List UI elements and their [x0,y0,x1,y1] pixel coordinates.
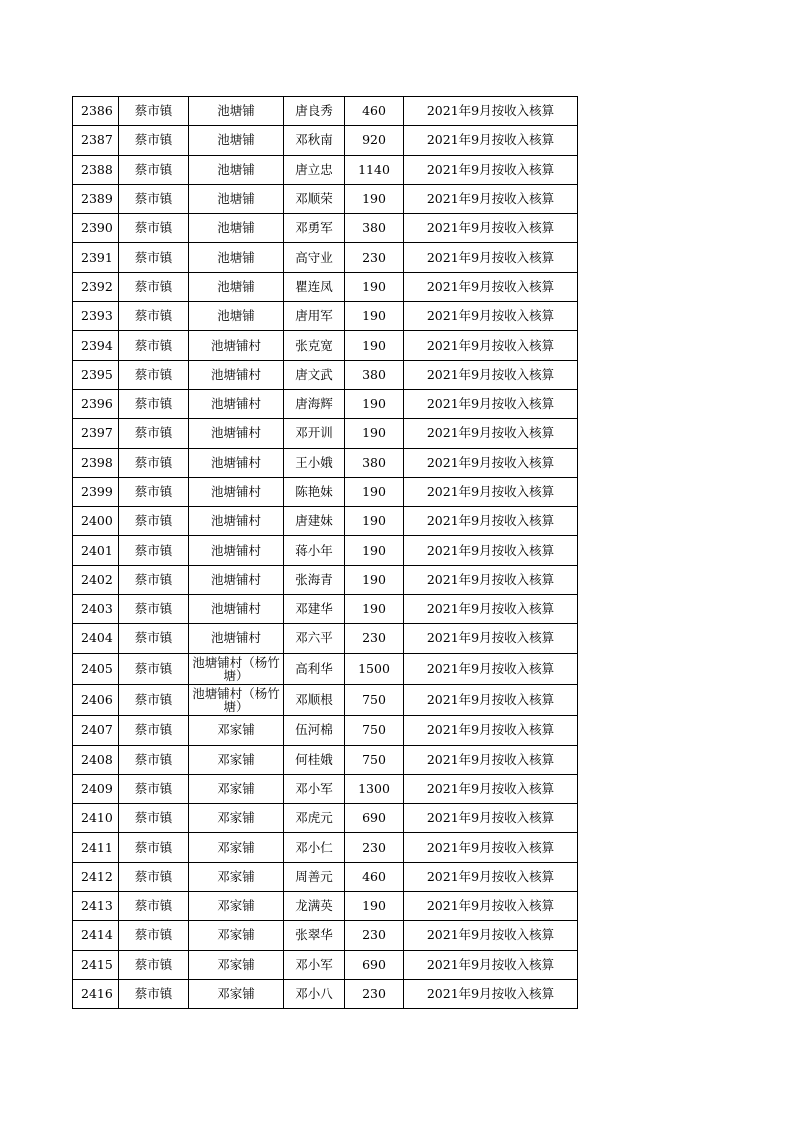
amount-cell: 750 [345,745,404,774]
town-cell: 蔡市镇 [119,716,189,745]
village-cell: 池塘铺村 [189,448,284,477]
name-cell: 邓六平 [284,624,345,653]
row-number-cell: 2400 [73,507,119,536]
table-row [73,419,578,448]
note-cell: 2021年9月按收入核算 [404,745,578,774]
name-cell: 唐海辉 [284,389,345,418]
amount-cell: 380 [345,448,404,477]
table-row [73,950,578,979]
table-row [73,716,578,745]
note-cell: 2021年9月按收入核算 [404,448,578,477]
table-row [73,272,578,301]
row-number-cell: 2391 [73,243,119,272]
village-cell: 池塘铺 [189,97,284,126]
village-cell: 池塘铺 [189,184,284,213]
amount-cell: 190 [345,272,404,301]
note-cell: 2021年9月按收入核算 [404,536,578,565]
amount-cell: 190 [345,419,404,448]
town-cell: 蔡市镇 [119,272,189,301]
note-cell: 2021年9月按收入核算 [404,921,578,950]
town-cell: 蔡市镇 [119,360,189,389]
table-row [73,536,578,565]
village-cell: 池塘铺村 [189,624,284,653]
table-row [73,833,578,862]
row-number-cell: 2406 [73,684,119,715]
row-number-cell: 2415 [73,950,119,979]
amount-cell: 1140 [345,155,404,184]
table-row [73,745,578,774]
village-cell: 池塘铺村 [189,331,284,360]
village-cell: 邓家铺 [189,950,284,979]
village-cell: 池塘铺 [189,272,284,301]
amount-cell: 1500 [345,653,404,684]
village-cell: 池塘铺村 [189,389,284,418]
village-cell: 池塘铺村 [189,595,284,624]
amount-cell: 190 [345,595,404,624]
table-row [73,477,578,506]
village-cell: 池塘铺 [189,155,284,184]
village-cell: 池塘铺村 [189,477,284,506]
town-cell: 蔡市镇 [119,126,189,155]
amount-cell: 190 [345,892,404,921]
amount-cell: 190 [345,536,404,565]
name-cell: 高守业 [284,243,345,272]
note-cell: 2021年9月按收入核算 [404,331,578,360]
name-cell: 瞿连凤 [284,272,345,301]
town-cell: 蔡市镇 [119,979,189,1008]
name-cell: 邓虎元 [284,804,345,833]
row-number-cell: 2414 [73,921,119,950]
amount-cell: 230 [345,921,404,950]
note-cell: 2021年9月按收入核算 [404,155,578,184]
table-row [73,302,578,331]
table-row [73,155,578,184]
amount-cell: 1300 [345,774,404,803]
amount-cell: 190 [345,565,404,594]
table-row [73,243,578,272]
amount-cell: 690 [345,804,404,833]
name-cell: 邓小仁 [284,833,345,862]
village-cell: 池塘铺村 [189,360,284,389]
amount-cell: 230 [345,624,404,653]
table-row [73,979,578,1008]
amount-cell: 690 [345,950,404,979]
village-cell: 邓家铺 [189,892,284,921]
table-row [73,331,578,360]
name-cell: 张克宽 [284,331,345,360]
row-number-cell: 2402 [73,565,119,594]
table-row [73,507,578,536]
name-cell: 陈艳妹 [284,477,345,506]
town-cell: 蔡市镇 [119,804,189,833]
name-cell: 何桂娥 [284,745,345,774]
name-cell: 唐立忠 [284,155,345,184]
note-cell: 2021年9月按收入核算 [404,892,578,921]
amount-cell: 190 [345,389,404,418]
table-row [73,97,578,126]
note-cell: 2021年9月按收入核算 [404,565,578,594]
amount-cell: 920 [345,126,404,155]
table-row [73,892,578,921]
table-row [73,804,578,833]
town-cell: 蔡市镇 [119,684,189,715]
town-cell: 蔡市镇 [119,184,189,213]
village-cell: 邓家铺 [189,716,284,745]
town-cell: 蔡市镇 [119,302,189,331]
town-cell: 蔡市镇 [119,595,189,624]
note-cell: 2021年9月按收入核算 [404,360,578,389]
town-cell: 蔡市镇 [119,477,189,506]
note-cell: 2021年9月按收入核算 [404,862,578,891]
row-number-cell: 2388 [73,155,119,184]
town-cell: 蔡市镇 [119,833,189,862]
town-cell: 蔡市镇 [119,950,189,979]
village-cell: 池塘铺 [189,214,284,243]
data-table [72,96,578,1009]
town-cell: 蔡市镇 [119,653,189,684]
row-number-cell: 2399 [73,477,119,506]
row-number-cell: 2393 [73,302,119,331]
note-cell: 2021年9月按收入核算 [404,477,578,506]
village-cell: 池塘铺村 [189,419,284,448]
table-row [73,565,578,594]
village-cell: 池塘铺村（杨竹塘） [189,684,284,715]
amount-cell: 230 [345,833,404,862]
town-cell: 蔡市镇 [119,745,189,774]
table-row [73,360,578,389]
village-cell: 邓家铺 [189,979,284,1008]
name-cell: 周善元 [284,862,345,891]
town-cell: 蔡市镇 [119,892,189,921]
village-cell: 池塘铺村 [189,507,284,536]
village-cell: 池塘铺 [189,126,284,155]
note-cell: 2021年9月按收入核算 [404,684,578,715]
name-cell: 邓顺荣 [284,184,345,213]
name-cell: 唐良秀 [284,97,345,126]
note-cell: 2021年9月按收入核算 [404,833,578,862]
note-cell: 2021年9月按收入核算 [404,389,578,418]
amount-cell: 460 [345,97,404,126]
town-cell: 蔡市镇 [119,97,189,126]
row-number-cell: 2409 [73,774,119,803]
town-cell: 蔡市镇 [119,565,189,594]
town-cell: 蔡市镇 [119,448,189,477]
row-number-cell: 2401 [73,536,119,565]
row-number-cell: 2396 [73,389,119,418]
name-cell: 唐建妹 [284,507,345,536]
town-cell: 蔡市镇 [119,774,189,803]
village-cell: 邓家铺 [189,804,284,833]
name-cell: 唐文武 [284,360,345,389]
name-cell: 唐用军 [284,302,345,331]
table-row [73,921,578,950]
table-body [73,97,578,1009]
amount-cell: 190 [345,302,404,331]
amount-cell: 750 [345,716,404,745]
note-cell: 2021年9月按收入核算 [404,507,578,536]
town-cell: 蔡市镇 [119,331,189,360]
note-cell: 2021年9月按收入核算 [404,653,578,684]
row-number-cell: 2392 [73,272,119,301]
note-cell: 2021年9月按收入核算 [404,950,578,979]
name-cell: 龙满英 [284,892,345,921]
town-cell: 蔡市镇 [119,214,189,243]
row-number-cell: 2411 [73,833,119,862]
note-cell: 2021年9月按收入核算 [404,595,578,624]
amount-cell: 190 [345,477,404,506]
town-cell: 蔡市镇 [119,862,189,891]
village-cell: 池塘铺村 [189,565,284,594]
row-number-cell: 2407 [73,716,119,745]
row-number-cell: 2386 [73,97,119,126]
name-cell: 高利华 [284,653,345,684]
row-number-cell: 2390 [73,214,119,243]
town-cell: 蔡市镇 [119,389,189,418]
village-cell: 邓家铺 [189,921,284,950]
note-cell: 2021年9月按收入核算 [404,419,578,448]
row-number-cell: 2389 [73,184,119,213]
note-cell: 2021年9月按收入核算 [404,97,578,126]
name-cell: 王小娥 [284,448,345,477]
name-cell: 邓开训 [284,419,345,448]
name-cell: 邓勇军 [284,214,345,243]
amount-cell: 230 [345,979,404,1008]
row-number-cell: 2412 [73,862,119,891]
row-number-cell: 2405 [73,653,119,684]
village-cell: 邓家铺 [189,833,284,862]
town-cell: 蔡市镇 [119,155,189,184]
town-cell: 蔡市镇 [119,624,189,653]
table-row [73,774,578,803]
village-cell: 池塘铺 [189,243,284,272]
table-row [73,184,578,213]
name-cell: 张翠华 [284,921,345,950]
row-number-cell: 2387 [73,126,119,155]
table-row [73,684,578,715]
name-cell: 伍河棉 [284,716,345,745]
name-cell: 邓建华 [284,595,345,624]
amount-cell: 190 [345,507,404,536]
row-number-cell: 2398 [73,448,119,477]
table-row [73,624,578,653]
village-cell: 池塘铺村（杨竹塘） [189,653,284,684]
amount-cell: 190 [345,184,404,213]
village-cell: 邓家铺 [189,745,284,774]
town-cell: 蔡市镇 [119,507,189,536]
amount-cell: 380 [345,214,404,243]
note-cell: 2021年9月按收入核算 [404,243,578,272]
name-cell: 邓秋南 [284,126,345,155]
table-row [73,862,578,891]
name-cell: 邓顺根 [284,684,345,715]
town-cell: 蔡市镇 [119,419,189,448]
amount-cell: 750 [345,684,404,715]
amount-cell: 460 [345,862,404,891]
row-number-cell: 2408 [73,745,119,774]
note-cell: 2021年9月按收入核算 [404,214,578,243]
amount-cell: 190 [345,331,404,360]
village-cell: 邓家铺 [189,862,284,891]
table-row [73,653,578,684]
note-cell: 2021年9月按收入核算 [404,184,578,213]
name-cell: 蒋小年 [284,536,345,565]
note-cell: 2021年9月按收入核算 [404,774,578,803]
row-number-cell: 2403 [73,595,119,624]
row-number-cell: 2413 [73,892,119,921]
amount-cell: 230 [345,243,404,272]
row-number-cell: 2397 [73,419,119,448]
row-number-cell: 2404 [73,624,119,653]
note-cell: 2021年9月按收入核算 [404,302,578,331]
note-cell: 2021年9月按收入核算 [404,804,578,833]
note-cell: 2021年9月按收入核算 [404,126,578,155]
table-row [73,595,578,624]
village-cell: 邓家铺 [189,774,284,803]
table-row [73,126,578,155]
table-row [73,389,578,418]
row-number-cell: 2395 [73,360,119,389]
name-cell: 邓小八 [284,979,345,1008]
village-cell: 池塘铺村 [189,536,284,565]
amount-cell: 380 [345,360,404,389]
table-row [73,214,578,243]
note-cell: 2021年9月按收入核算 [404,716,578,745]
note-cell: 2021年9月按收入核算 [404,979,578,1008]
town-cell: 蔡市镇 [119,536,189,565]
town-cell: 蔡市镇 [119,243,189,272]
name-cell: 张海青 [284,565,345,594]
note-cell: 2021年9月按收入核算 [404,624,578,653]
note-cell: 2021年9月按收入核算 [404,272,578,301]
table-row [73,448,578,477]
town-cell: 蔡市镇 [119,921,189,950]
row-number-cell: 2416 [73,979,119,1008]
name-cell: 邓小军 [284,774,345,803]
row-number-cell: 2410 [73,804,119,833]
village-cell: 池塘铺 [189,302,284,331]
name-cell: 邓小军 [284,950,345,979]
row-number-cell: 2394 [73,331,119,360]
